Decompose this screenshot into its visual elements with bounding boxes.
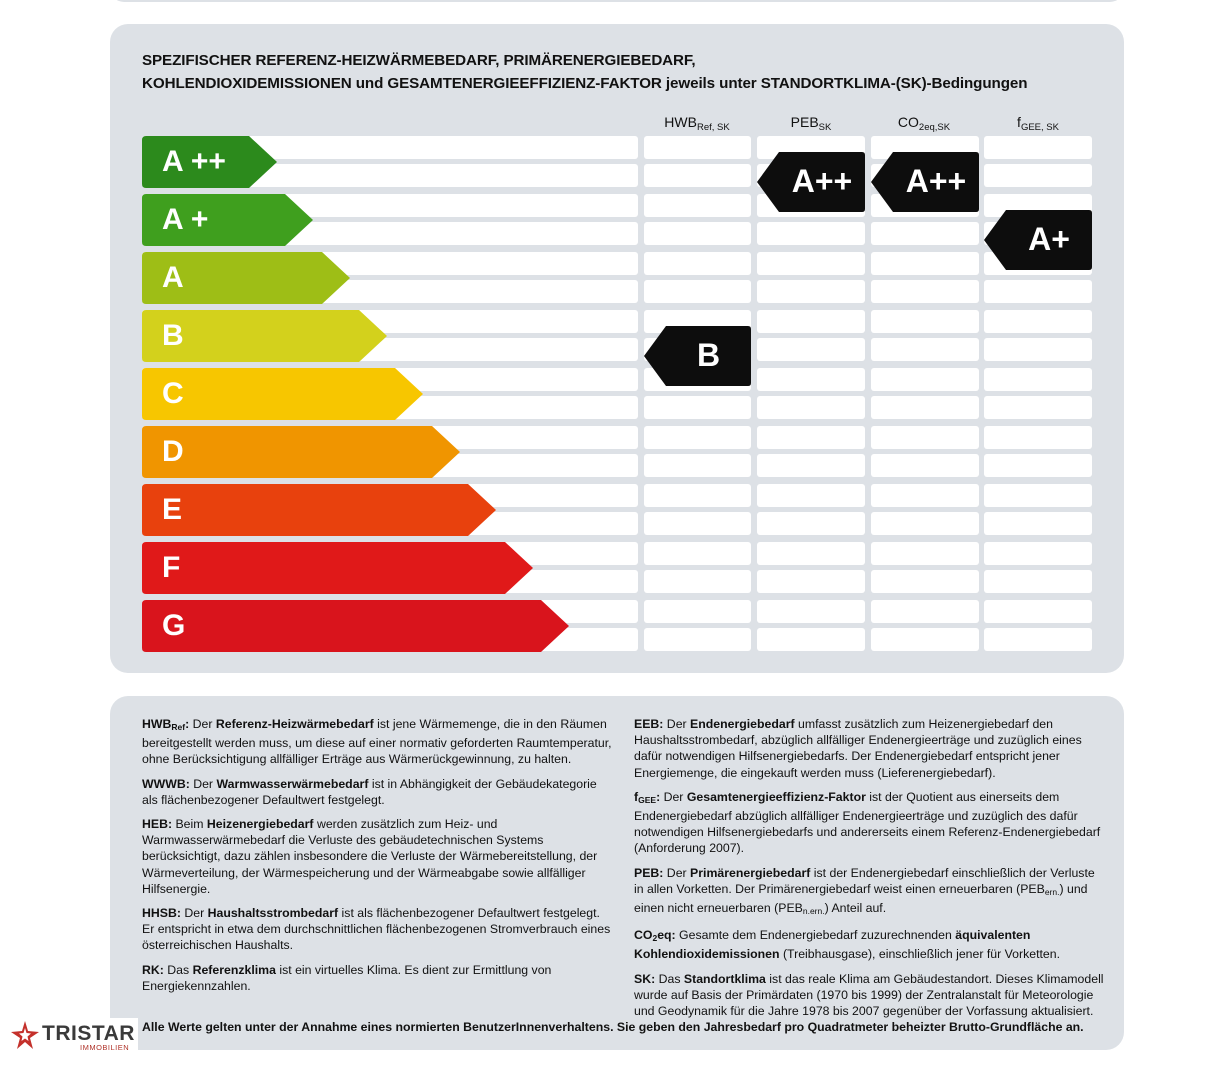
rating-cell xyxy=(984,600,1092,623)
rating-cell xyxy=(644,136,751,159)
rating-cell xyxy=(757,512,865,535)
tristar-logo xyxy=(0,1018,138,1052)
band-label: A xyxy=(162,261,184,294)
rating-cell xyxy=(984,396,1092,419)
rating-cell xyxy=(644,454,751,477)
legend-co2eq: $CO_2eq$: Gesamte dem Endenergiebedarf zuzurechnenden äquivalenten Kohlendioxidemissionen (Treibhausgase), einschließlich jener für Vorketten. xyxy=(634,928,1061,962)
column-header-co2: $CO_{2eq,SK}$ xyxy=(897,114,951,133)
rating-cell xyxy=(871,310,979,333)
rating-cell xyxy=(871,252,979,275)
rating-cell xyxy=(644,194,751,217)
title-line-1: SPEZIFISCHER REFERENZ-HEIZWÄRMEBEDARF, PRIMÄRENERGIEBEDARF, xyxy=(142,52,696,69)
rating-cell xyxy=(644,600,751,623)
rating-cell xyxy=(871,600,979,623)
band-arrow-shape xyxy=(142,484,496,536)
rating-marker xyxy=(871,152,979,212)
efficiency-band xyxy=(142,600,569,652)
band-label: A ++ xyxy=(162,145,226,178)
rating-cell xyxy=(984,628,1092,651)
legend-peb: PEB: Der Primärenergiebedarf ist der Endenergiebedarf einschließlich der Verluste in allen Vorketten. Der Primärenergiebedarf weist einen erneuerbaren $(PEB_{ern.})$ und einen nicht erneuerbaren $(PEB_{n.ern.})$ Anteil auf. xyxy=(634,865,1095,917)
column-header-peb: $PEB_{SK}$ xyxy=(790,114,832,133)
legend-fgee: $f_{GEE}$: Der Gesamtenergieeffizienz-Faktor ist der Quotient aus einerseits dem Endenergiebedarf abzüglich allfälliger Endenergieerträge und zuzüglich des dafür notwendigen Hilfsenergiebedarfs und andererseits einem Referenz-Endenergiebedarf (Anforderung 2007). xyxy=(634,789,1101,856)
legend-left-column xyxy=(142,716,612,1002)
rating-cell xyxy=(757,570,865,593)
rating-cell xyxy=(871,570,979,593)
rating-cell xyxy=(757,338,865,361)
efficiency-band xyxy=(142,252,350,304)
previous-panel-edge xyxy=(110,0,1124,2)
rating-cell xyxy=(984,164,1092,187)
rating-marker-label: A+ xyxy=(1028,221,1070,257)
rating-cell xyxy=(644,426,751,449)
rating-marker-label: B xyxy=(696,337,721,373)
rating-cell xyxy=(757,454,865,477)
legend-wwwb: WWWB: Der Warmwasserwärmebedarf ist in Abhängigkeit der Gebäudekategorie als flächenbezogener Defaultwert festgelegt. xyxy=(142,776,597,807)
rating-cell xyxy=(984,280,1092,303)
rating-cell xyxy=(757,426,865,449)
rating-cell xyxy=(984,570,1092,593)
rating-cell xyxy=(871,542,979,565)
band-arrow-shape xyxy=(142,426,460,478)
rating-cell xyxy=(644,252,751,275)
efficiency-band xyxy=(142,136,277,188)
legend-hwb: $HWB_{Ref}$: Der Referenz-Heizwärmebedarf ist jene Wärmemenge, die in den Räumen bereitgestellt werden muss, um diese auf einer normativ geforderten Raumtemperatur, ohne Berücksichtigung allfälliger Erträge aus Wärmerückgewinnung, zu halten. xyxy=(142,717,612,767)
rating-cell xyxy=(871,368,979,391)
rating-marker-label: A++ xyxy=(791,163,853,199)
column-header-fgee: $f_{GEE, SK}$ xyxy=(1017,114,1059,133)
rating-cell xyxy=(644,164,751,187)
rating-cell xyxy=(984,426,1092,449)
band-label: G xyxy=(162,609,186,642)
rating-cell xyxy=(644,222,751,245)
band-label: D xyxy=(162,435,184,468)
legend-sk: SK: Das Standortklima ist das reale Klima am Gebäudestandort. Dieses Klimamodell wurde auf Basis der Primärdaten (1970 bis 1999) der Zentralanstalt für Meteorologie und Geodynamik für die Jahre 1978 bis 2007 gegenüber der Vorfassung aktualisiert. xyxy=(634,971,1104,1019)
band-label: A + xyxy=(162,203,209,236)
rating-cell xyxy=(984,368,1092,391)
legend-hhsb: HHSB: Der Haushaltsstrombedarf ist als flächenbezogener Defaultwert festgelegt. Er entspricht in etwa dem durchschnittlichen flächenbezogenen Stromverbrauch eines österreichischen Haushalts. xyxy=(142,906,611,953)
rating-marker xyxy=(644,326,751,386)
rating-cell xyxy=(644,542,751,565)
rating-cell xyxy=(871,512,979,535)
rating-cell xyxy=(644,570,751,593)
legend-panel xyxy=(110,696,1124,1050)
legend-rk: RK: Das Referenzklima ist ein virtuelles Klima. Es dient zur Ermittlung von Energiekennzahlen. xyxy=(142,962,552,993)
logo-subtitle: IMMOBILIEN xyxy=(80,1043,130,1052)
column-header-hwb: $HWB_{Ref, SK}$ xyxy=(664,114,730,133)
rating-cell xyxy=(757,310,865,333)
energy-scale-panel xyxy=(110,24,1124,673)
rating-cell xyxy=(871,628,979,651)
tristar-star-icon xyxy=(10,1020,40,1050)
band-arrow-shape xyxy=(142,542,533,594)
rating-cell xyxy=(757,542,865,565)
rating-marker xyxy=(984,210,1092,270)
title-line-2: KOHLENDIOXIDEMISSIONEN und GESAMTENERGIEEFFIZIENZ-FAKTOR jeweils unter STANDORTKLIMA-(SK)-Bedingungen xyxy=(142,75,1028,92)
band-label: C xyxy=(162,377,184,410)
rating-cell xyxy=(984,484,1092,507)
band-arrow-shape xyxy=(142,600,569,652)
footnote: Alle Werte gelten unter der Annahme eines normierten BenutzerInnenverhaltens. Sie geben den Jahresbedarf pro Quadratmeter beheizter Brutto-Grundfläche an. xyxy=(142,1020,1084,1034)
rating-cell xyxy=(871,396,979,419)
rating-cell xyxy=(871,338,979,361)
rating-cell xyxy=(757,368,865,391)
efficiency-band xyxy=(142,484,496,536)
rating-cell xyxy=(757,252,865,275)
rating-cell xyxy=(757,280,865,303)
efficiency-band xyxy=(142,310,387,362)
band-label: E xyxy=(162,493,183,526)
rating-cell xyxy=(644,396,751,419)
panel-title xyxy=(142,49,1102,95)
rating-cell xyxy=(757,600,865,623)
rating-cell xyxy=(871,454,979,477)
efficiency-band xyxy=(142,194,313,246)
rating-cell xyxy=(644,484,751,507)
rating-marker-label: A++ xyxy=(905,163,967,199)
rating-cell xyxy=(871,426,979,449)
rating-cell xyxy=(871,280,979,303)
rating-cell xyxy=(757,628,865,651)
rating-cell xyxy=(644,628,751,651)
rating-cell xyxy=(984,454,1092,477)
efficiency-band xyxy=(142,542,533,594)
rating-cell xyxy=(984,512,1092,535)
band-arrow-shape xyxy=(142,368,423,420)
rating-cell xyxy=(984,310,1092,333)
legend-heb: HEB: Beim Heizenergiebedarf werden zusätzlich zum Heiz- und Warmwasserwärmebedarf die Verluste des gebäudetechnischen Systems berücksichtigt, dazu zählen insbesondere die Verluste der Wärmebereitstellung, der Wärmeverteilung, der Wärmespeicherung und der Wärmeabgabe sowie allfälliger Hilfsenergie. xyxy=(142,817,598,896)
band-label: F xyxy=(162,551,181,584)
rating-cell xyxy=(644,280,751,303)
band-label: B xyxy=(162,319,184,352)
legend-eeb: EEB: Der Endenergiebedarf umfasst zusätzlich zum Heizenergiebedarf den Haushaltsstrombedarf, abzüglich allfälliger Endenergieerträge und zuzüglich eines dafür notwendigen Hilfsenergiebedarfs. Der Endenergiebedarf entspricht jener Energiemenge, die eingekauft werden muss (Lieferenergiebedarf). xyxy=(634,717,1082,780)
efficiency-band xyxy=(142,426,460,478)
rating-cell xyxy=(984,136,1092,159)
rating-cell xyxy=(757,396,865,419)
rating-cell xyxy=(871,484,979,507)
legend-right-column xyxy=(634,716,1104,1027)
rating-cell xyxy=(984,542,1092,565)
rating-cell xyxy=(644,512,751,535)
rating-cell xyxy=(757,222,865,245)
logo-name: TRISTAR xyxy=(42,1022,135,1045)
rating-cell xyxy=(984,338,1092,361)
rating-cell xyxy=(871,222,979,245)
rating-marker xyxy=(757,152,865,212)
efficiency-band xyxy=(142,368,423,420)
rating-cell xyxy=(757,484,865,507)
